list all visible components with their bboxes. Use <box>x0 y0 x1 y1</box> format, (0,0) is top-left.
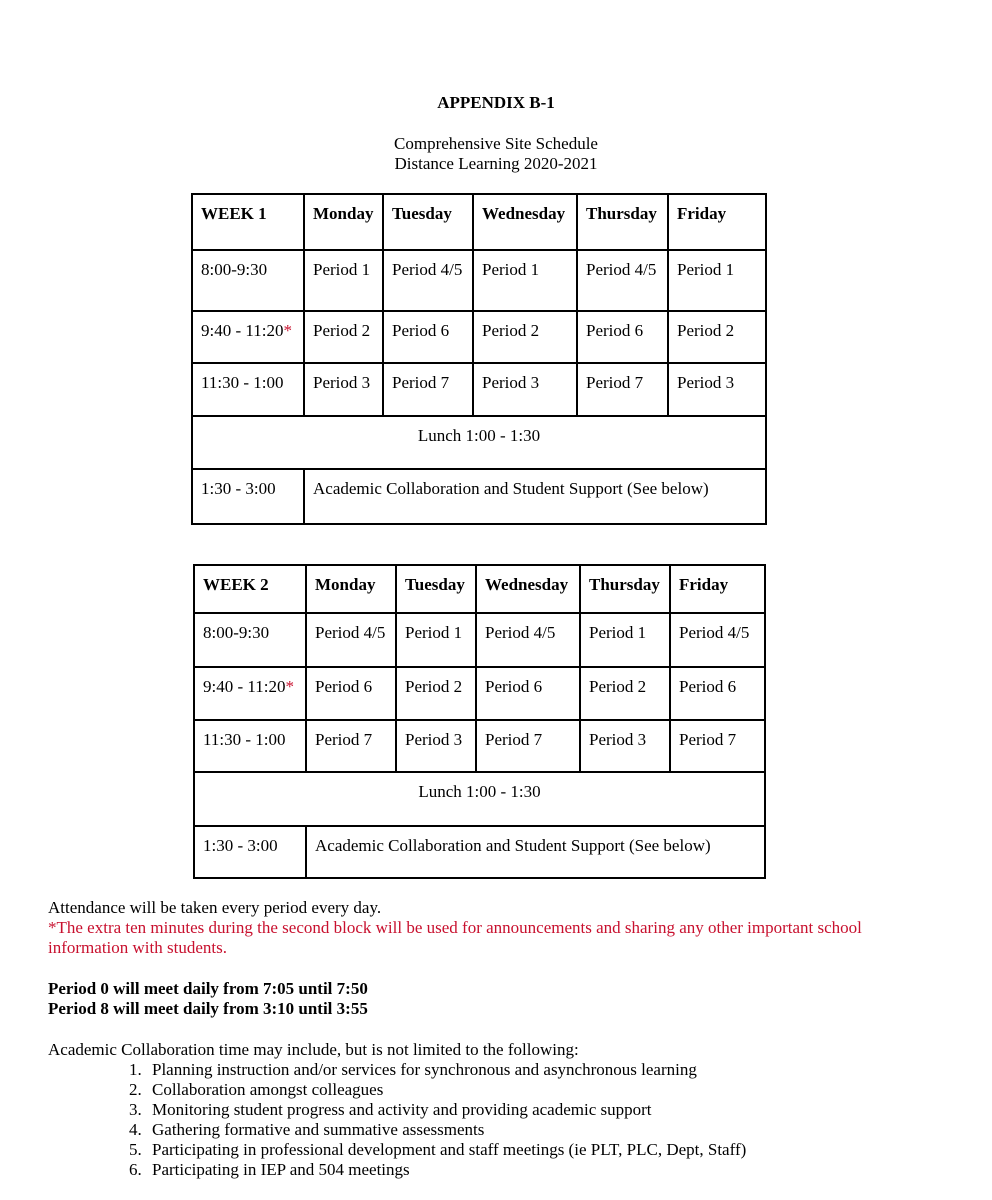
period-cell: Period 4/5 <box>306 613 396 667</box>
period-cell: Period 7 <box>383 363 473 416</box>
list-item: 6. Participating in IEP and 504 meetings <box>146 1160 746 1180</box>
lunch-cell: Lunch 1:00 - 1:30 <box>194 772 765 826</box>
collaboration-intro: Academic Collaboration time may include, but is not limited to the following: <box>48 1040 579 1059</box>
time-cell: 1:30 - 3:00 <box>192 469 304 524</box>
afternoon-activity-cell: Academic Collaboration and Student Support (See below) <box>306 826 765 878</box>
list-item: 1. Planning instruction and/or services for synchronous and asynchronous learning <box>146 1060 746 1080</box>
period-cell: Period 1 <box>580 613 670 667</box>
time-cell: 1:30 - 3:00 <box>194 826 306 878</box>
period-cell: Period 6 <box>476 667 580 720</box>
period-cell: Period 2 <box>396 667 476 720</box>
week-label: WEEK 1 <box>192 194 304 250</box>
week-label: WEEK 2 <box>194 565 306 613</box>
period-cell: Period 4/5 <box>383 250 473 311</box>
period-cell: Period 1 <box>668 250 766 311</box>
table-row <box>192 250 766 311</box>
lunch-row <box>192 416 766 469</box>
period-cell: Period 4/5 <box>577 250 668 311</box>
afternoon-row <box>192 469 766 524</box>
period-cell: Period 1 <box>304 250 383 311</box>
extra-minutes-note: *The extra ten minutes during the second block will be used for announcements and sharing any other important school information with students. <box>48 918 862 957</box>
day-header: Monday <box>306 565 396 613</box>
table-row <box>192 363 766 416</box>
period-cell: Period 7 <box>476 720 580 772</box>
period-cell: Period 2 <box>580 667 670 720</box>
period-cell: Period 6 <box>577 311 668 363</box>
day-header: Thursday <box>577 194 668 250</box>
period-cell: Period 1 <box>396 613 476 667</box>
period-cell: Period 1 <box>473 250 577 311</box>
afternoon-activity-cell: Academic Collaboration and Student Support (See below) <box>304 469 766 524</box>
asterisk-marker: * <box>285 677 294 696</box>
time-cell: 9:40 - 11:20* <box>194 667 306 720</box>
day-header: Friday <box>670 565 765 613</box>
period-cell: Period 2 <box>304 311 383 363</box>
table-header-row <box>192 194 766 250</box>
list-item: 3. Monitoring student progress and activity and providing academic support <box>146 1100 746 1120</box>
day-header: Tuesday <box>383 194 473 250</box>
period-cell: Period 2 <box>473 311 577 363</box>
period-cell: Period 4/5 <box>476 613 580 667</box>
week1-schedule-table <box>191 193 767 525</box>
collaboration-list <box>48 1060 746 1180</box>
attendance-note: Attendance will be taken every period every day. <box>48 898 382 917</box>
period-cell: Period 6 <box>383 311 473 363</box>
period-cell: Period 3 <box>396 720 476 772</box>
time-cell: 8:00-9:30 <box>192 250 304 311</box>
page-title: APPENDIX B-1 <box>437 93 555 112</box>
table-row <box>194 667 765 720</box>
time-cell: 11:30 - 1:00 <box>192 363 304 416</box>
day-header: Tuesday <box>396 565 476 613</box>
period-cell: Period 7 <box>577 363 668 416</box>
period-cell: Period 7 <box>670 720 765 772</box>
day-header: Wednesday <box>473 194 577 250</box>
period-cell: Period 4/5 <box>670 613 765 667</box>
afternoon-row <box>194 826 765 878</box>
day-header: Monday <box>304 194 383 250</box>
day-header: Friday <box>668 194 766 250</box>
period-cell: Period 2 <box>668 311 766 363</box>
period8-note: Period 8 will meet daily from 3:10 until 3:55 <box>48 999 368 1018</box>
asterisk-marker: * <box>283 321 292 340</box>
time-cell: 11:30 - 1:00 <box>194 720 306 772</box>
schedule-title: Comprehensive Site Schedule <box>394 134 598 153</box>
period-cell: Period 6 <box>670 667 765 720</box>
schedule-subtitle: Distance Learning 2020-2021 <box>394 154 598 173</box>
list-item: 4. Gathering formative and summative assessments <box>146 1120 746 1140</box>
period-cell: Period 3 <box>473 363 577 416</box>
list-item: 2. Collaboration amongst colleagues <box>146 1080 746 1100</box>
week2-schedule-table <box>193 564 766 879</box>
day-header: Thursday <box>580 565 670 613</box>
lunch-row <box>194 772 765 826</box>
table-header-row <box>194 565 765 613</box>
table-row <box>194 720 765 772</box>
period-cell: Period 6 <box>306 667 396 720</box>
time-cell: 9:40 - 11:20* <box>192 311 304 363</box>
period-cell: Period 3 <box>304 363 383 416</box>
time-cell: 8:00-9:30 <box>194 613 306 667</box>
table-row <box>192 311 766 363</box>
lunch-cell: Lunch 1:00 - 1:30 <box>192 416 766 469</box>
period-cell: Period 3 <box>668 363 766 416</box>
list-item: 5. Participating in professional development and staff meetings (ie PLT, PLC, Dept, Staff) <box>146 1140 746 1160</box>
period0-note: Period 0 will meet daily from 7:05 until 7:50 <box>48 979 368 998</box>
period-cell: Period 3 <box>580 720 670 772</box>
period-cell: Period 7 <box>306 720 396 772</box>
table-row <box>194 613 765 667</box>
day-header: Wednesday <box>476 565 580 613</box>
